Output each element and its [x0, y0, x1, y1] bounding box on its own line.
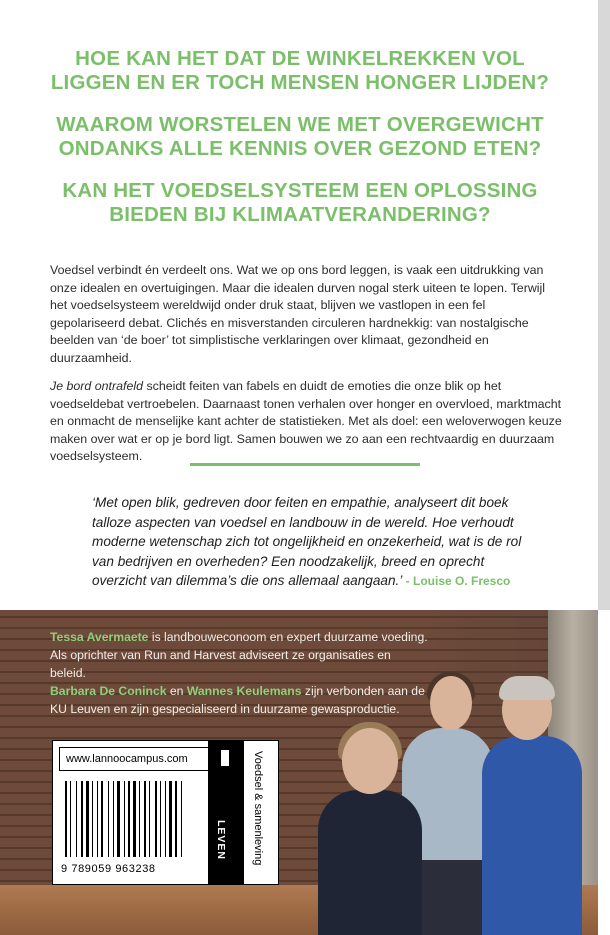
barcode-stripe: [162, 781, 164, 857]
barcode-stripe: [173, 781, 174, 857]
barcode-stripe: [108, 781, 109, 857]
barcode-stripe: [124, 781, 125, 857]
author-name-3: Wannes Keulemans: [186, 684, 302, 698]
barcode-stripe: [165, 781, 166, 857]
blurb-paragraph-1: Voedsel verbindt én verdeelt ons. Wat we op ons bord leggen, is vaak een uitdrukking van onze idealen en overtuigingen. Maar die idealen durven nogal sterk uiteen te lopen. Terwijl het voedselsysteem wereldwijd onder druk staat, blijven we vastlopen in een fel gepolariseerd debat. Clichés en misverstanden circuleren hardnekkig: van nostalgische beelden van ‘de boer’ tot simplistische verklaringen over klimaat, gezondheid en duurzaamheid.: [50, 263, 546, 365]
barcode-stripe: [113, 781, 114, 857]
barcode-stripe: [167, 781, 168, 857]
barcode-stripe: [155, 781, 157, 857]
series-label: LEVEN: [215, 820, 227, 861]
barcode-stripe: [115, 781, 116, 857]
barcode-stripe: [178, 781, 180, 857]
barcode-stripe: [128, 781, 130, 857]
quote-author: - Louise O. Fresco: [402, 574, 511, 588]
author-name-1: Tessa Avermaete: [50, 630, 149, 644]
barcode-stripe: [117, 781, 120, 857]
barcode-stripe: [141, 781, 143, 857]
barcode-stripe: [94, 781, 96, 857]
barcode-stripe: [81, 781, 83, 857]
author-hair-3: [499, 676, 555, 700]
barcode-stripe: [99, 781, 100, 857]
blurb: [50, 262, 562, 477]
publisher-logo-icon: [221, 750, 229, 766]
barcode: [65, 781, 215, 857]
author-name-2: Barbara De Coninck: [50, 684, 167, 698]
barcode-stripe: [68, 781, 69, 857]
author-figure-3: [482, 736, 582, 935]
author-bio: [50, 628, 430, 718]
divider: [190, 463, 420, 466]
barcode-stripe: [160, 781, 161, 857]
barcode-stripe: [104, 781, 107, 857]
barcode-stripe: [144, 781, 146, 857]
question-1: HOE KAN HET DAT DE WINKELREKKEN VOL LIGGEN EN ER TOCH MENSEN HONGER LIJDEN?: [50, 47, 550, 94]
category-label: Voedsel & samenleving: [252, 751, 264, 866]
barcode-stripe: [121, 781, 123, 857]
barcode-stripe: [101, 781, 103, 857]
cover-edge: [598, 0, 610, 610]
bio-text-2: zijn verbonden aan de KU Leuven en zijn gespecialiseerd in duurzame gewasproductie.: [50, 684, 425, 716]
barcode-stripe: [151, 781, 154, 857]
barcode-stripe: [97, 781, 98, 857]
barcode-stripe: [183, 781, 184, 857]
barcode-stripe: [147, 781, 148, 857]
barcode-stripe: [86, 781, 89, 857]
bio-connector: en: [166, 684, 187, 698]
publisher-url: www.lannoocampus.com: [59, 747, 212, 771]
isbn-number: 9 789059 963238: [61, 863, 156, 875]
barcode-stripe: [149, 781, 150, 857]
barcode-stripe: [158, 781, 159, 857]
barcode-stripe: [181, 781, 182, 857]
barcode-stripe: [70, 781, 71, 857]
barcode-stripe: [78, 781, 80, 857]
category-box: [244, 740, 279, 885]
question-2: WAAROM WORSTELEN WE MET OVERGEWICHT ONDANKS ALLE KENNIS OVER GEZOND ETEN?: [56, 113, 544, 160]
barcode-stripe: [175, 781, 177, 857]
barcode-stripe: [133, 781, 136, 857]
blurb-paragraph-2: [50, 378, 562, 466]
blurb-paragraph-2-text: scheidt feiten van fabels en duidt de emoties die onze blik op het voedseldebat vertroebelen. Daarnaast tonen verhalen over honger en overvloed, marktmacht en onmacht de menselijke kant achter de statistieken. Met als doel: een weloverwogen keuze maken over wat er op je bord ligt. Samen bouwen we zo aan een rechtvaardig en duurzaam voedselsysteem.: [50, 379, 562, 463]
bio-text-1: is landbouweconoom en expert duurzame voeding. Als oprichter van Run and Harvest adviseert ze organisaties en beleid.: [50, 630, 428, 680]
book-title: Je bord ontrafeld: [50, 379, 143, 393]
series-strip: [208, 740, 244, 885]
barcode-stripe: [90, 781, 91, 857]
question-3: KAN HET VOEDSELSYSTEEM EEN OPLOSSING BIEDEN BIJ KLIMAATVERANDERING?: [62, 179, 538, 226]
barcode-stripe: [76, 781, 77, 857]
barcode-stripe: [126, 781, 127, 857]
barcode-stripe: [131, 781, 132, 857]
barcode-stripe: [169, 781, 172, 857]
quote-text: ‘Met open blik, gedreven door feiten en empathie, analyseert dit boek talloze aspecten van voedsel en landbouw in de wereld. Hoe verhoudt moderne wetenschap zich tot ongelijkheid en onzekerheid, wat is de rol van bedrijven en overheden? Een noodzakelijk, breed en oprecht overzicht van dilemma’s die ons allemaal aangaan.’: [92, 495, 522, 588]
barcode-stripe: [72, 781, 75, 857]
barcode-stripe: [110, 781, 112, 857]
barcode-stripe: [139, 781, 140, 857]
barcode-stripe: [84, 781, 85, 857]
author-figure-1: [318, 790, 422, 935]
barcode-stripe: [92, 781, 93, 857]
questions-block: [40, 47, 560, 245]
endorsement-quote: [92, 493, 532, 592]
author-figure-legs: [412, 850, 486, 935]
author-head-1: [342, 728, 398, 794]
barcode-stripe: [137, 781, 138, 857]
author-head-2: [430, 676, 472, 730]
barcode-stripe: [65, 781, 67, 857]
